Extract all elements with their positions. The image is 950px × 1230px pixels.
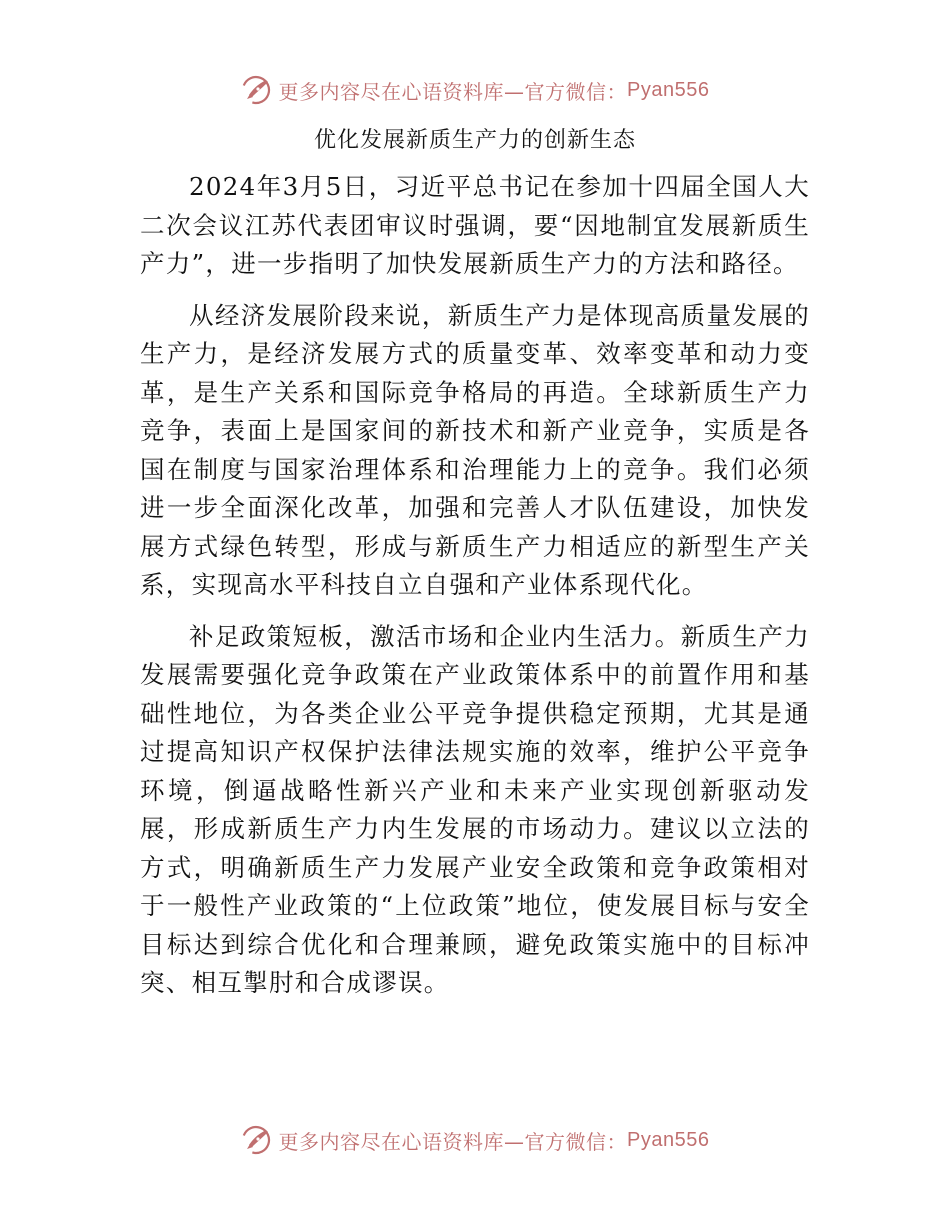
paragraph: 从经济发展阶段来说，新质生产力是体现高质量发展的生产力，是经济发展方式的质量变革、效率变革和动力变革，是生产关系和国际竞争格局的再造。全球新质生产力竞争，表面上是国家间的新技术和新产业竞争，实质是各国在制度与国家治理体系和治理能力上的竞争。我们必须进一步全面深化改革，加强和完善人才队伍建设，加快发展方式绿色转型，形成与新质生产力相适应的新型生产关系，实现高水平科技自立自强和产业体系现代化。 xyxy=(140,300,810,599)
watermark-footer xyxy=(0,1120,950,1160)
watermark-header xyxy=(0,70,950,110)
watermark-wechat-id: Pyan556 xyxy=(627,78,710,101)
paragraph: 2024年3月5日，习近平总书记在参加十四届全国人大二次会议江苏代表团审议时强调，要“因地制宜发展新质生产力”，进一步指明了加快发展新质生产力的方法和路径。 xyxy=(140,172,810,278)
watermark-wechat-id: Pyan556 xyxy=(627,1128,710,1151)
pen-logo-icon xyxy=(241,73,275,107)
pen-logo-icon xyxy=(241,1123,275,1157)
paragraph: 补足政策短板，激活市场和企业内生活力。新质生产力发展需要强化竞争政策在产业政策体系中的前置作用和基础性地位，为各类企业公平竞争提供稳定预期，尤其是通过提高知识产权保护法律法规实施的效率，维护公平竞争环境，倒逼战略性新兴产业和未来产业实现创新驱动发展，形成新质生产力内生发展的市场动力。建议以立法的方式，明确新质生产力发展产业安全政策和竞争政策相对于一般性产业政策的“上位政策”地位，使发展目标与安全目标达到综合优化和合理兼顾，避免政策实施中的目标冲突、相互掣肘和合成谬误。 xyxy=(140,621,810,997)
document-body xyxy=(140,168,810,1016)
document-title: 优化发展新质生产力的创新生态 xyxy=(313,128,636,153)
watermark-text: 更多内容尽在心语资料库—官方微信： xyxy=(278,1129,628,1154)
watermark-text: 更多内容尽在心语资料库—官方微信： xyxy=(278,79,628,104)
